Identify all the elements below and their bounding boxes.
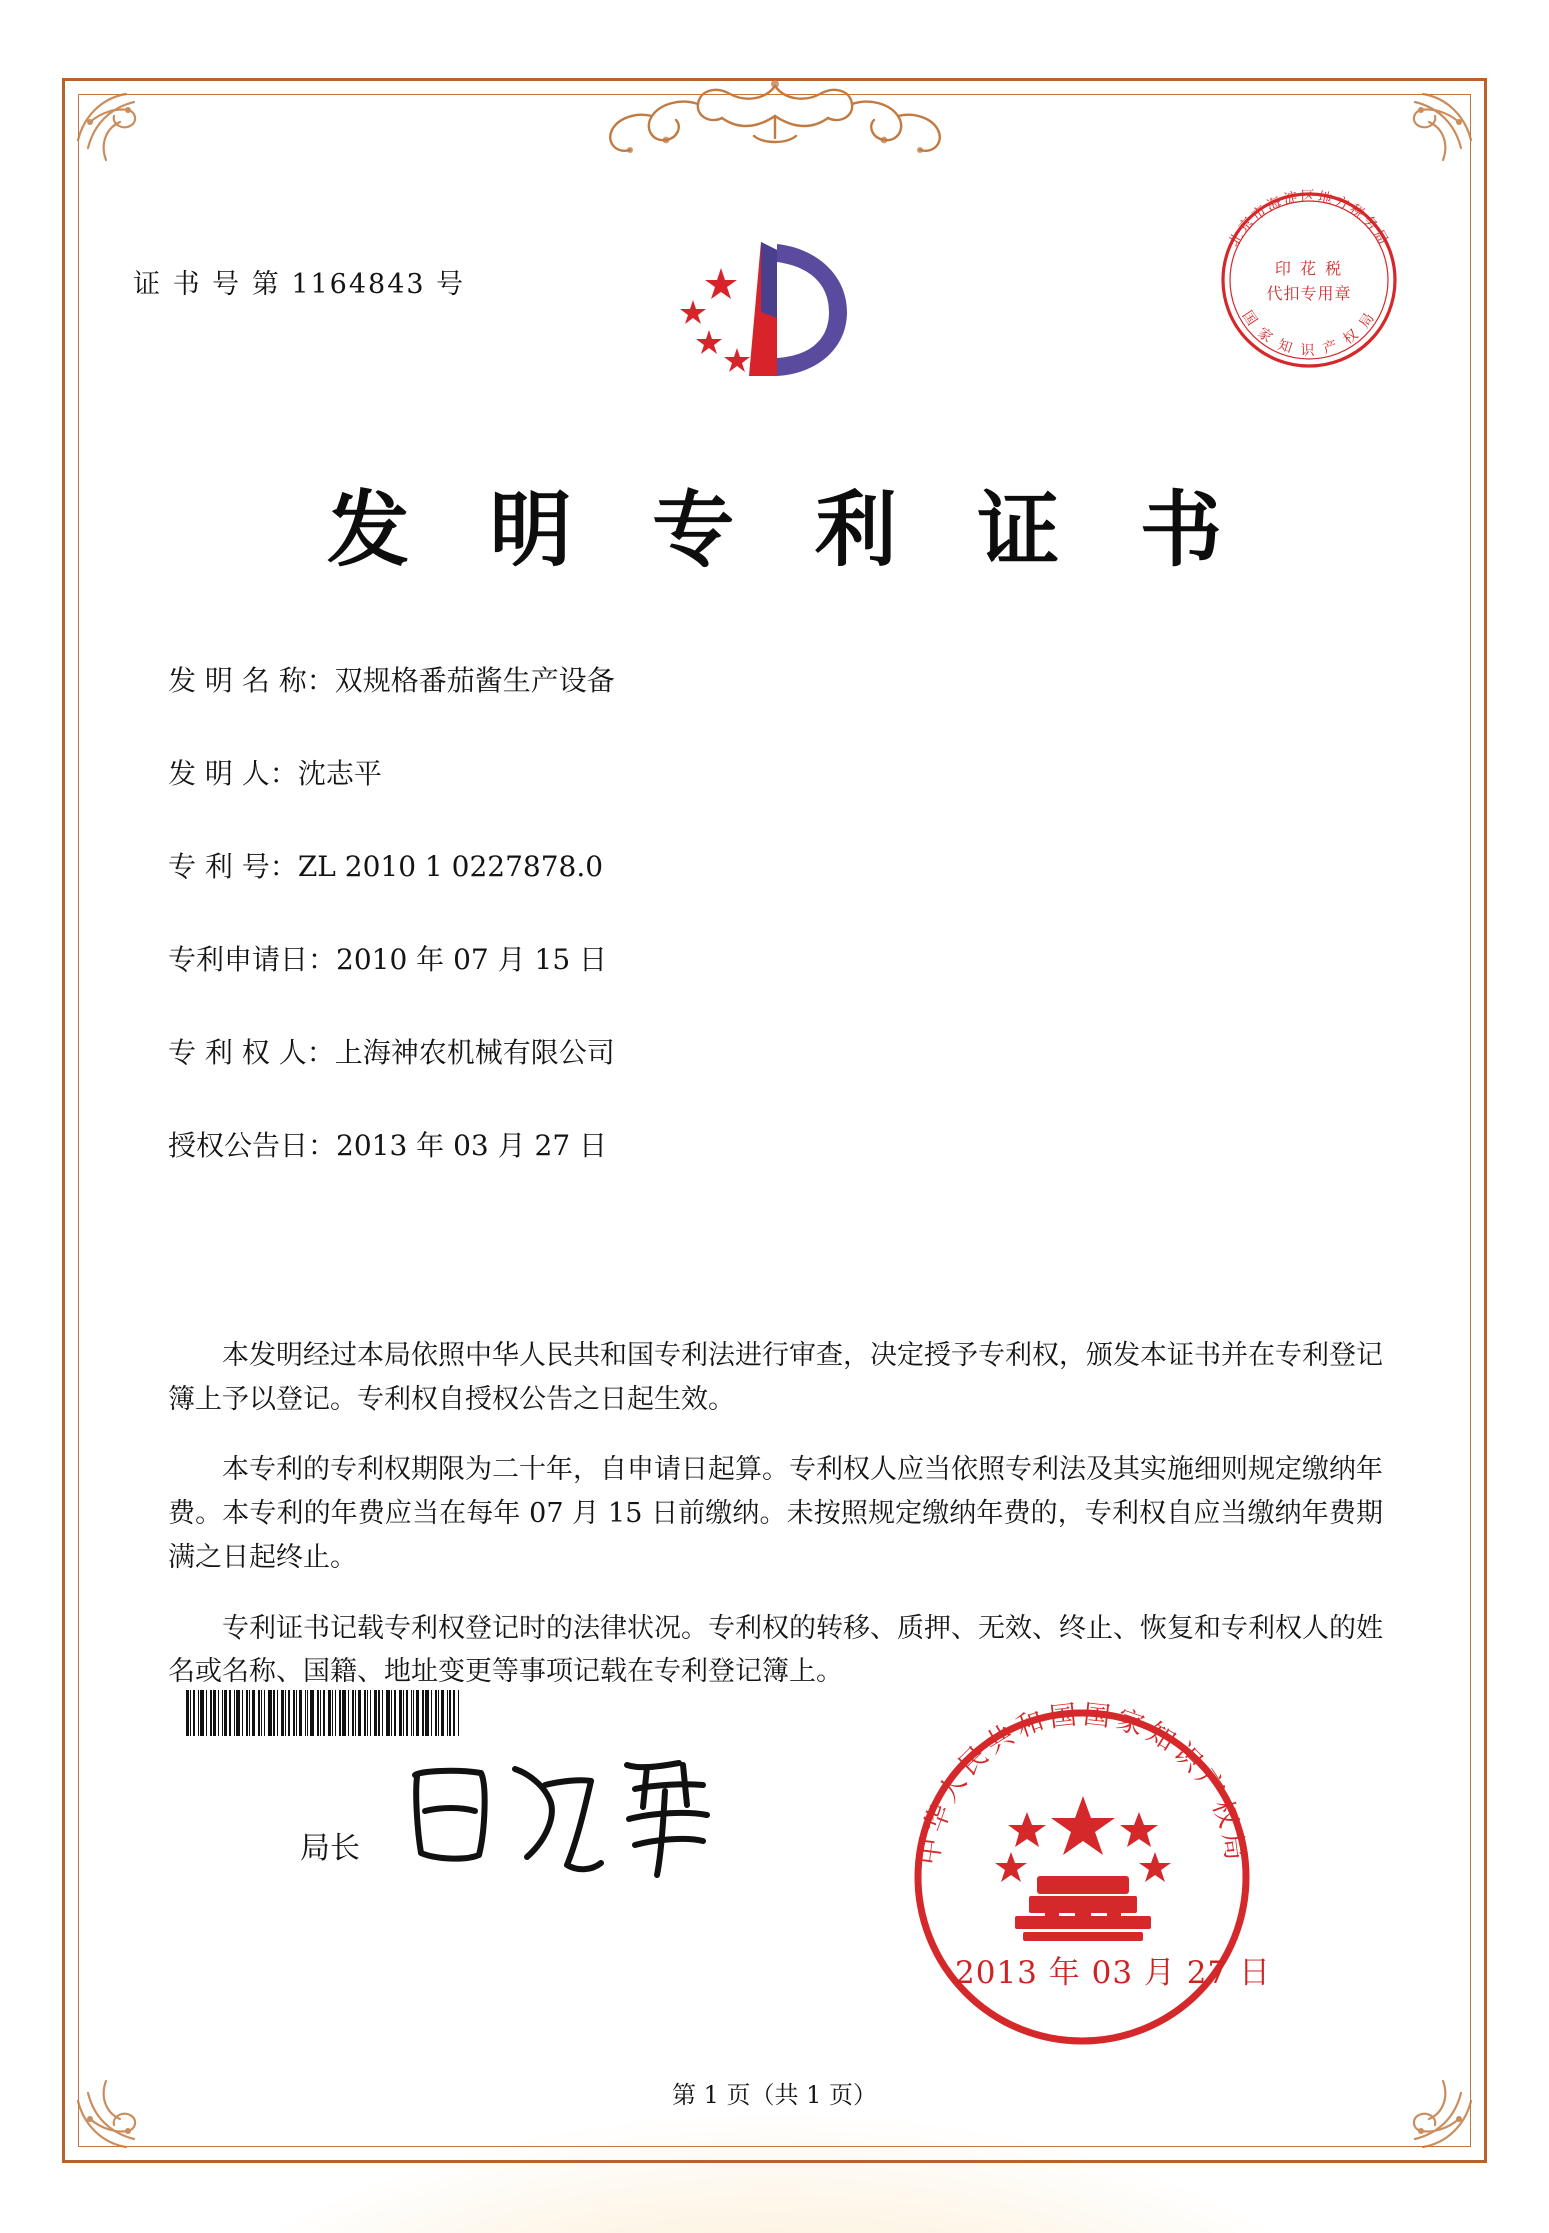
field-label: 发 明 名 称： [168,664,335,697]
svg-text:中华人民共和国国家知识产权局: 中华人民共和国国家知识产权局 [913,1700,1252,1867]
field-row [168,756,1348,791]
signature-label: 局长 [300,1831,360,1866]
field-value: 双规格番茄酱生产设备 [334,664,615,697]
field-row [168,942,1348,977]
seal-date: 2013 年 03 月 27 日 [955,1955,1272,1991]
svg-text:国 家 知 识 产 权 局: 国 家 知 识 产 权 局 [1238,308,1380,359]
field-label: 授权公告日： [168,1129,337,1162]
certificate-number: 证 书 号 第 1164843 号 [133,269,466,300]
field-value: 2013 年 03 月 27 日 [336,1129,608,1162]
page-footer: 第 1 页（共 1 页） [671,2081,878,2109]
field-row [168,1035,1348,1070]
paragraph: 专利证书记载专利权登记时的法律状况。专利权的转移、质押、无效、终止、恢复和专利权人的姓名或名称、国籍、地址变更等事项记载在专利登记簿上。 [168,1612,1383,1688]
field-value: 沈志平 [297,757,382,790]
page-title: 发 明 专 利 证 书 [327,482,1248,578]
body-text [168,1307,1383,1698]
field-row [168,849,1348,884]
field-row [168,663,1348,698]
field-value: 2010 年 07 月 15 日 [336,943,608,976]
tax-stamp-seal-icon [1204,175,1414,385]
national-seal-icon [905,1700,1260,2055]
field-label: 专 利 权 人： [168,1036,335,1069]
field-row [168,1128,1348,1163]
svg-text:北京市海淀区地方税务局: 北京市海淀区地方税务局 [1226,189,1392,250]
signature-handwriting [395,1745,725,1895]
field-value: ZL 2010 1 0227878.0 [297,850,604,883]
field-value: 上海神农机械有限公司 [334,1036,615,1069]
svg-text:印 花 税: 印 花 税 [1274,259,1344,278]
barcode [186,1690,594,1736]
field-label: 专 利 号： [168,850,298,883]
field-label: 发 明 人： [168,757,298,790]
field-label: 专利申请日： [168,943,337,976]
sipo-logo-icon [665,238,875,413]
paragraph: 本专利的专利权期限为二十年，自申请日起算。专利权人应当依照专利法及其实施细则规定缴纳年费。本专利的年费应当在每年 07 月 15 日前缴纳。未按照规定缴纳年费的，专利权自应当缴纳年费期满之日起终止。 [168,1454,1383,1573]
svg-text:代扣专用章: 代扣专用章 [1266,284,1352,303]
paragraph: 本发明经过本局依照中华人民共和国专利法进行审查，决定授予专利权，颁发本证书并在专利登记簿上予以登记。专利权自授权公告之日起生效。 [168,1340,1383,1415]
field-list [168,663,1348,1221]
